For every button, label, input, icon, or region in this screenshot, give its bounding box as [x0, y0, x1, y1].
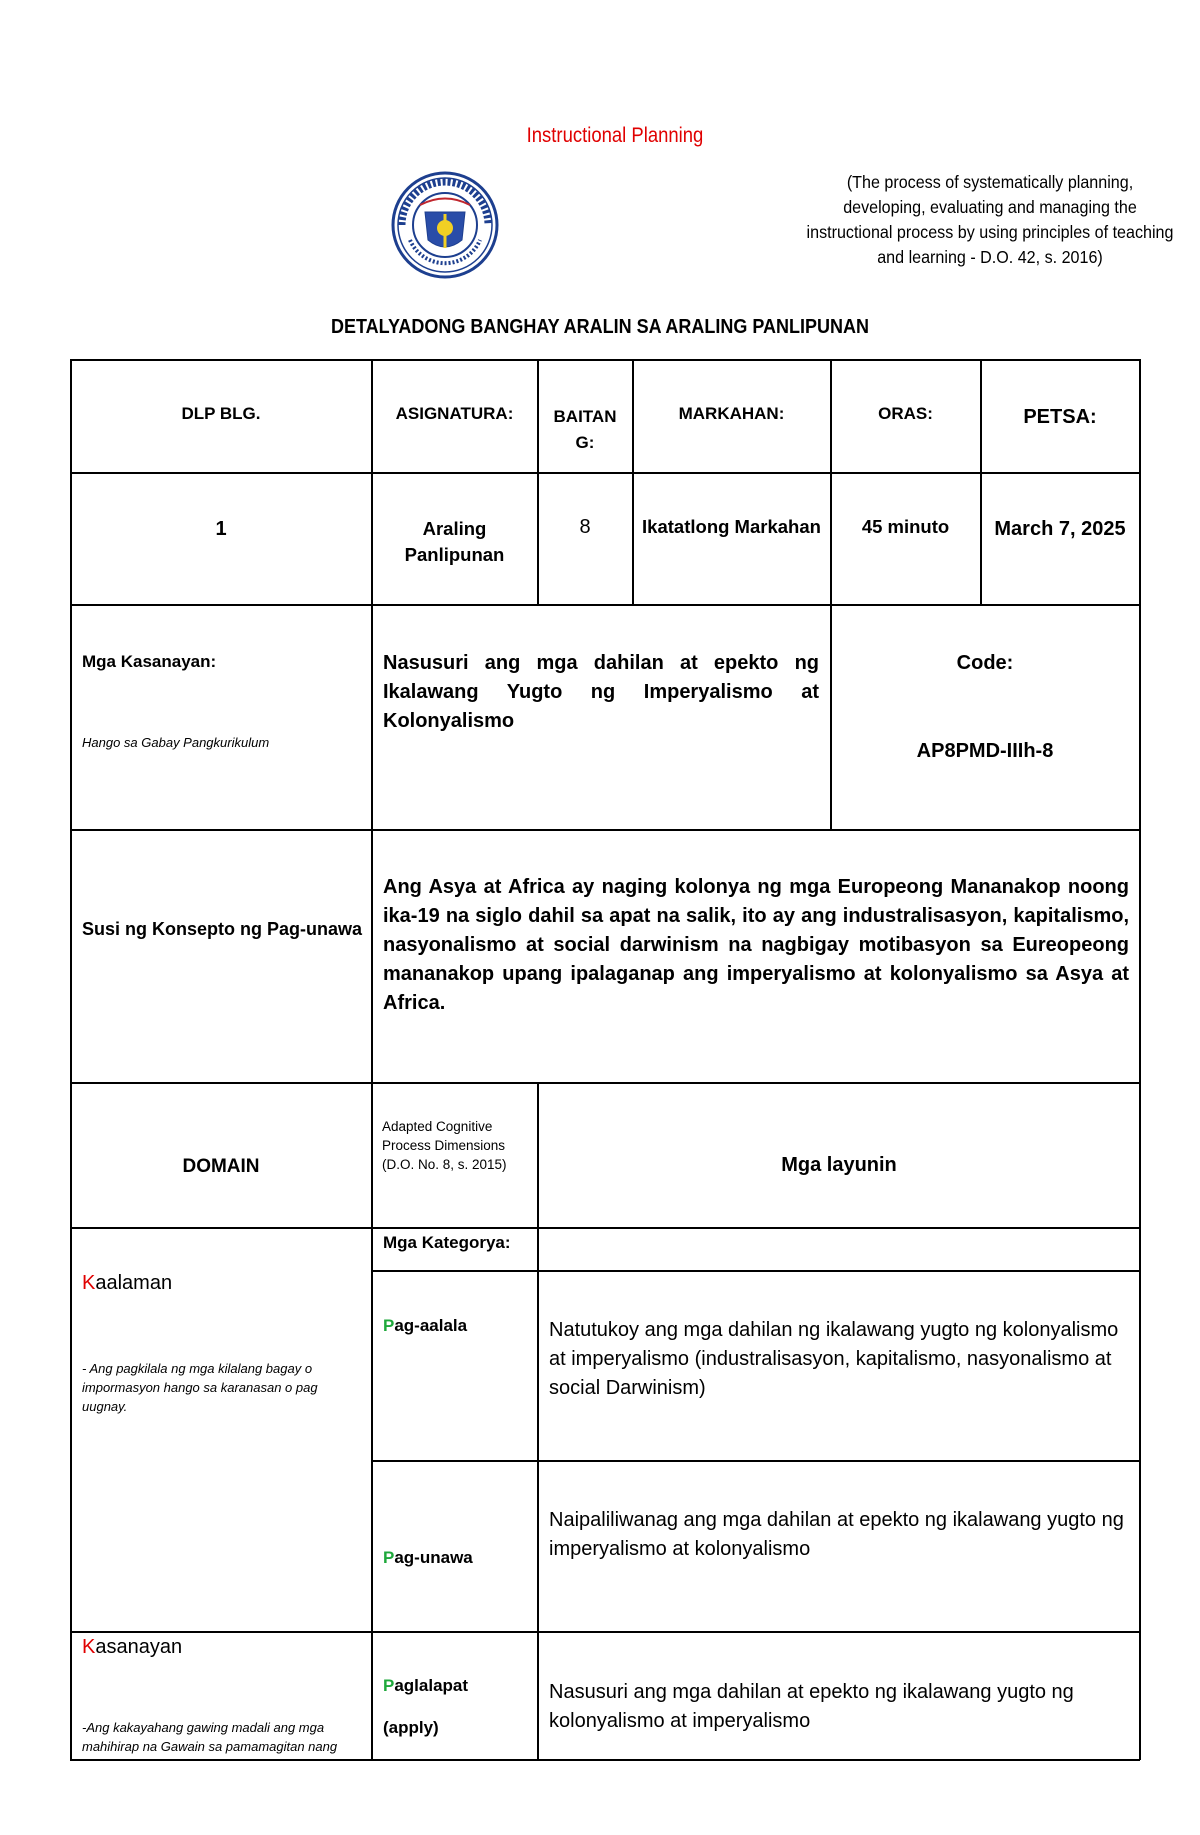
- kasanayan-description: -Ang kakayahang gawing madali ang mga mahihirap na Gawain sa pamamagitan nang: [82, 1720, 338, 1754]
- objective-paglalapat: Nasusuri ang mga dahilan at epekto ng ikalawang yugto ng kolonyalismo at imperyalismo: [549, 1681, 1074, 1732]
- planning-description: (The process of systematically planning, developing, evaluating and managing the instructional process by using principles of teaching and learning - D.O. 42, s. 2016): [806, 172, 1174, 267]
- header-dlp-blg: DLP BLG.: [181, 404, 261, 423]
- kasanayan-text: Nasusuri ang mga dahilan at epekto ng Ikalawang Yugto ng Imperyalismo at Kolonyalismo: [383, 652, 819, 732]
- competency-code: AP8PMD-IIIh-8: [916, 740, 1054, 762]
- code-label: Code:: [956, 652, 1014, 674]
- plan-title: DETALYADONG BANGHAY ARALIN SA ARALING PANLIPUNAN: [330, 316, 870, 338]
- susing-konsepto-label: Susi ng Konsepto ng Pag-unawa: [82, 919, 363, 939]
- category-pag-aalala: [383, 1316, 467, 1336]
- kaalaman-domain: [82, 1272, 172, 1295]
- kategorya-label: Mga Kategorya:: [383, 1233, 511, 1252]
- page-title: Instructional Planning: [526, 124, 704, 147]
- kaalaman-description: - Ang pagkilala ng mga kilalang bagay o impormasyon hango sa karanasan o pag uugnay.: [82, 1361, 318, 1414]
- category-pag-unawa: [383, 1548, 473, 1568]
- header-oras: ORAS:: [878, 404, 933, 423]
- objective-pag-aalala: Natutukoy ang mga dahilan ng ikalawang yugto ng kolonyalismo at imperyalismo (industralisasyon, kapitalismo, nasyonalismo at social Darwinism): [549, 1319, 1119, 1399]
- kasanayan-domain: [82, 1636, 182, 1659]
- category-paglalapat: [383, 1676, 468, 1696]
- value-dlp-blg: 1: [215, 518, 227, 540]
- susing-konsepto-text: Ang Asya at Africa ay naging kolonya ng mga Europeong Mananakop noong ika-19 na siglo dahil sa apat na salik, ito ay ang industralisasyon, kapitalismo, nasyonalismo at social darwinism na nagbigay motibasyon sa Eureopeong mananakop upang ipalaganap ang imperyalismo at kolonyalismo sa Asya at Africa.: [383, 876, 1129, 1014]
- pag-unawa-initial: P: [383, 1548, 395, 1567]
- value-asignatura: Araling Panlipunan: [404, 518, 505, 565]
- acpd-header: Adapted Cognitive Process Dimensions (D.O. No. 8, s. 2015): [382, 1119, 507, 1172]
- kasanayan-label: Mga Kasanayan:: [82, 652, 217, 671]
- category-apply: (apply): [383, 1718, 439, 1737]
- kasanayan-rest: asanayan: [95, 1636, 183, 1658]
- header-markahan: MARKAHAN:: [678, 404, 785, 423]
- kasanayan-initial: K: [82, 1636, 96, 1658]
- value-oras: 45 minuto: [861, 516, 950, 537]
- paglalapat-initial: P: [383, 1676, 395, 1695]
- deped-seal-logo: [390, 170, 500, 280]
- header-petsa: PETSA:: [1023, 406, 1097, 428]
- paglalapat-rest: aglalapat: [394, 1676, 469, 1695]
- objective-pag-unawa: Naipaliliwanag ang mga dahilan at epekto ng ikalawang yugto ng imperyalismo at kolonyalismo: [549, 1509, 1124, 1560]
- kaalaman-rest: aalaman: [95, 1272, 173, 1294]
- value-baitang: 8: [579, 516, 591, 538]
- value-petsa: March 7, 2025: [994, 518, 1126, 540]
- kasanayan-source: Hango sa Gabay Pangkurikulum: [82, 735, 270, 750]
- value-markahan: Ikatatlong Markahan: [642, 516, 821, 537]
- pag-aalala-initial: P: [383, 1316, 395, 1335]
- pag-unawa-rest: ag-unawa: [394, 1548, 473, 1567]
- header-asignatura: ASIGNATURA:: [395, 404, 514, 423]
- domain-header: DOMAIN: [182, 1156, 260, 1177]
- header-baitang: BAITAN G:: [553, 407, 617, 452]
- kaalaman-initial: K: [82, 1272, 96, 1294]
- pag-aalala-rest: ag-aalala: [394, 1316, 468, 1335]
- layunin-header: Mga layunin: [781, 1154, 897, 1176]
